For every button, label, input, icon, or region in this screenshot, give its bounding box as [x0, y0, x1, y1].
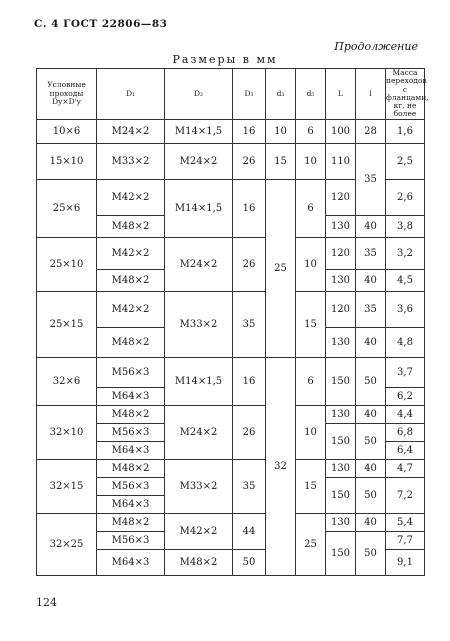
cell-mass: 2,5	[386, 143, 425, 179]
table-row	[37, 119, 425, 143]
cell-d3: 26	[233, 237, 266, 291]
col-header-mass: Масса переходов с фланцами, кг, не более	[386, 68, 429, 119]
cell-d5-small: 6	[296, 119, 326, 143]
table-row	[37, 459, 425, 477]
cell-d2: M14×1,5	[165, 357, 233, 405]
table-row	[37, 513, 425, 531]
cell-d1: M42×2	[97, 291, 165, 327]
cell-l: 50	[356, 477, 386, 513]
cell-d2: M33×2	[165, 291, 233, 357]
cell-d3: 16	[233, 357, 266, 405]
cell-d1: M42×2	[97, 179, 165, 215]
cell-d3: 16	[233, 179, 266, 237]
cell-d1: M48×2	[97, 405, 165, 423]
col-header-d1: D₁	[97, 69, 165, 120]
cell-d3: 26	[233, 405, 266, 459]
cell-d3-small: 15	[266, 143, 296, 179]
cell-l: 40	[356, 327, 386, 357]
cell-d2: M48×2	[165, 549, 233, 575]
cell-l: 40	[356, 405, 386, 423]
cell-d3: 35	[233, 291, 266, 357]
cell-L: 150	[326, 477, 356, 513]
cell-l: 35	[356, 291, 386, 327]
cell-mass: 3,2	[386, 237, 425, 269]
cell-d1: M24×2	[97, 119, 165, 143]
col-header-L: L	[326, 69, 356, 120]
cell-nominal: 32×25	[37, 513, 97, 575]
cell-d2: M24×2	[165, 143, 233, 179]
cell-mass: 5,4	[386, 513, 425, 531]
cell-d5-small: 10	[296, 237, 326, 291]
cell-L: 150	[326, 531, 356, 575]
cell-l: 35	[356, 143, 386, 215]
cell-nominal: 32×6	[37, 357, 97, 405]
cell-mass: 4,5	[386, 269, 425, 291]
cell-L: 130	[326, 405, 356, 423]
col-header-l: l	[356, 69, 386, 120]
cell-L: 130	[326, 459, 356, 477]
cell-nominal: 10×6	[37, 119, 97, 143]
cell-d2: M14×1,5	[165, 119, 233, 143]
cell-d5-small: 15	[296, 291, 326, 357]
cell-d3-small: 32	[266, 357, 296, 575]
cell-nominal: 25×10	[37, 237, 97, 291]
cell-L: 100	[326, 119, 356, 143]
dimensions-table	[36, 68, 429, 576]
cell-L: 130	[326, 513, 356, 531]
cell-d1: M64×3	[97, 549, 165, 575]
page-header: С. 4 ГОСТ 22806—83	[34, 18, 168, 30]
cell-mass: 3,7	[386, 357, 425, 387]
cell-d2: M42×2	[165, 513, 233, 549]
col-header-d3-small: d₃	[266, 69, 296, 120]
cell-d1: M56×3	[97, 357, 165, 387]
cell-mass: 1,6	[386, 119, 425, 143]
cell-mass: 2,6	[386, 179, 425, 215]
cell-d5-small: 25	[296, 513, 326, 575]
cell-nominal: 25×6	[37, 179, 97, 237]
table-row	[37, 357, 425, 387]
cell-L: 130	[326, 215, 356, 237]
table-row	[37, 291, 425, 327]
cell-mass: 4,4	[386, 405, 425, 423]
cell-nominal: 32×15	[37, 459, 97, 513]
cell-d2: M33×2	[165, 459, 233, 513]
cell-d5-small: 15	[296, 459, 326, 513]
cell-mass: 6,4	[386, 441, 425, 459]
cell-mass: 9,1	[386, 549, 425, 575]
col-header-d5-small: d₅	[296, 69, 326, 120]
cell-d1: M64×3	[97, 495, 165, 513]
cell-l: 40	[356, 269, 386, 291]
cell-d2: M24×2	[165, 237, 233, 291]
cell-d1: M48×2	[97, 269, 165, 291]
cell-d3-small: 25	[266, 179, 296, 357]
cell-L: 130	[326, 327, 356, 357]
cell-d1: M56×3	[97, 477, 165, 495]
dimensions-subtitle: Размеры в мм	[172, 53, 278, 66]
cell-d3-small: 10	[266, 119, 296, 143]
cell-d2: M14×1,5	[165, 179, 233, 237]
cell-d5-small: 6	[296, 179, 326, 237]
cell-L: 110	[326, 143, 356, 179]
cell-d3: 26	[233, 143, 266, 179]
table-header-row	[37, 69, 425, 120]
cell-mass: 6,2	[386, 387, 425, 405]
cell-d1: M48×2	[97, 459, 165, 477]
cell-d3: 50	[233, 549, 266, 575]
cell-mass: 7,7	[386, 531, 425, 549]
cell-mass: 4,8	[386, 327, 425, 357]
cell-L: 150	[326, 357, 356, 405]
cell-L: 150	[326, 423, 356, 459]
cell-mass: 4,7	[386, 459, 425, 477]
col-header-d2: D₂	[165, 69, 233, 120]
cell-l: 50	[356, 357, 386, 405]
cell-l: 40	[356, 459, 386, 477]
table-row	[37, 237, 425, 269]
cell-nominal: 25×15	[37, 291, 97, 357]
cell-l: 40	[356, 215, 386, 237]
cell-L: 130	[326, 269, 356, 291]
cell-d1: M64×3	[97, 387, 165, 405]
cell-d3: 16	[233, 119, 266, 143]
table-row	[37, 143, 425, 179]
cell-L: 120	[326, 291, 356, 327]
cell-mass: 7,2	[386, 477, 425, 513]
cell-l: 28	[356, 119, 386, 143]
cell-d1: M56×3	[97, 423, 165, 441]
cell-d1: M33×2	[97, 143, 165, 179]
cell-d1: M64×3	[97, 441, 165, 459]
cell-d1: M42×2	[97, 237, 165, 269]
page-number: 124	[36, 596, 57, 609]
cell-mass: 3,6	[386, 291, 425, 327]
cell-l: 35	[356, 237, 386, 269]
cell-mass: 6,8	[386, 423, 425, 441]
table-row	[37, 405, 425, 423]
cell-mass: 3,8	[386, 215, 425, 237]
cell-nominal: 15×10	[37, 143, 97, 179]
cell-d5-small: 6	[296, 357, 326, 405]
cell-d1: M48×2	[97, 327, 165, 357]
cell-d2: M24×2	[165, 405, 233, 459]
cell-d3: 44	[233, 513, 266, 549]
cell-l: 50	[356, 531, 386, 575]
cell-d1: M48×2	[97, 215, 165, 237]
cell-d1: M48×2	[97, 513, 165, 531]
cell-L: 120	[326, 237, 356, 269]
cell-d3: 35	[233, 459, 266, 513]
cell-nominal: 32×10	[37, 405, 97, 459]
cell-d5-small: 10	[296, 405, 326, 459]
continuation-label: Продолжение	[334, 40, 418, 53]
col-header-nominal: Условные проходы Dy×D'y	[37, 69, 97, 120]
col-header-d3: D₃	[233, 69, 266, 120]
cell-l: 50	[356, 423, 386, 459]
cell-d1: M56×3	[97, 531, 165, 549]
cell-L: 120	[326, 179, 356, 215]
cell-l: 40	[356, 513, 386, 531]
cell-d5-small: 10	[296, 143, 326, 179]
